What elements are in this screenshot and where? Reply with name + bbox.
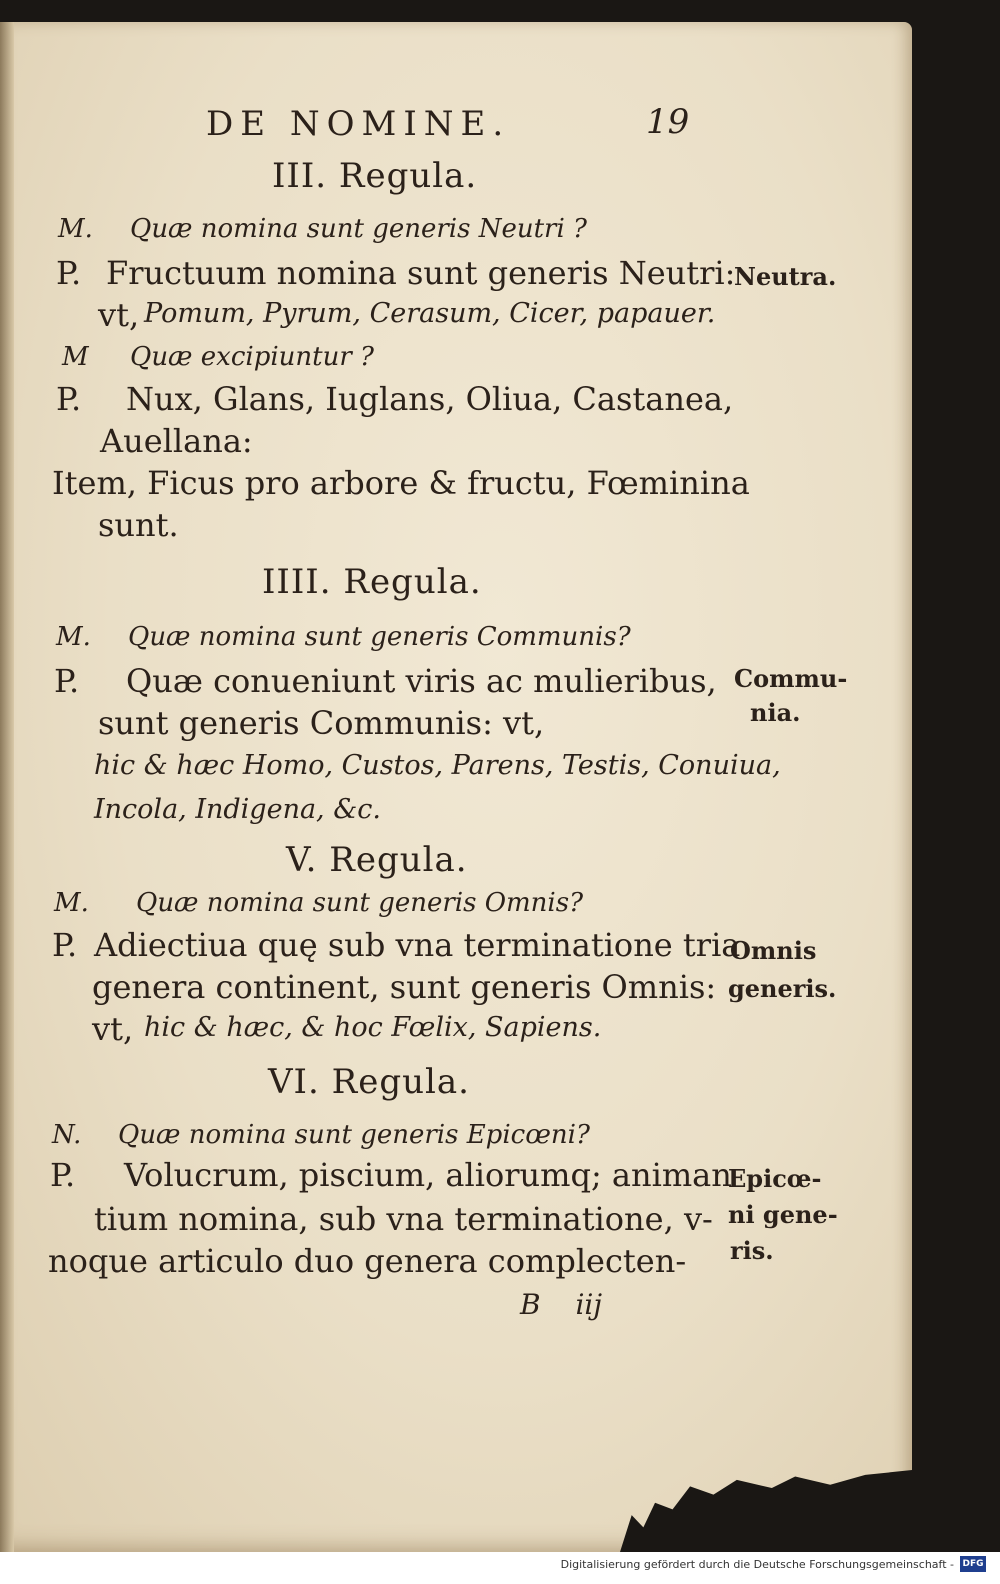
page-number: 19 [646, 102, 690, 142]
rule-4-heading: IIII. Regula. [262, 562, 482, 602]
rule-5-vt: vt, [92, 1010, 134, 1048]
margin-note-communia-2: nia. [750, 698, 801, 727]
rule-3-answer-2-line-4: sunt. [98, 506, 179, 544]
rule-6-answer-line-3: noque articulo duo genera complecten- [48, 1242, 687, 1280]
margin-note-omnis-2: generis. [728, 974, 837, 1003]
book-page [0, 22, 912, 1552]
rule-4-answer-line-1: Quæ conueniunt viris ac mulieribus, [126, 662, 717, 700]
rule-6-answer-line-2: tium nomina, sub vna terminatione, v- [94, 1200, 713, 1238]
rule-6-answer-line-1: Volucrum, piscium, aliorumq; animan [124, 1156, 732, 1194]
dfg-logo-icon: DFG [960, 1556, 986, 1572]
rule-3-question-label: M. [58, 214, 93, 244]
rule-5-examples: hic & hæc, & hoc Fœlix, Sapiens. [144, 1012, 602, 1043]
margin-note-epicoeni-1: Epicœ- [728, 1164, 822, 1193]
rule-3-examples: Pomum, Pyrum, Cerasum, Cicer, papauer. [144, 298, 716, 329]
rule-6-question: Quæ nomina sunt generis Epicœni? [118, 1120, 590, 1150]
rule-5-question: Quæ nomina sunt generis Omnis? [136, 888, 584, 918]
footer-credit: Digitalisierung gefördert durch die Deutsche Forschungsgemeinschaft - [560, 1558, 954, 1571]
margin-note-neutra: Neutra. [734, 262, 837, 291]
margin-note-epicoeni-3: ris. [730, 1236, 774, 1265]
margin-note-epicoeni-2: ni gene- [728, 1200, 838, 1229]
rule-3-answer-label: P. [56, 254, 82, 292]
margin-note-communia-1: Commu- [734, 664, 848, 693]
rule-4-question-label: M. [56, 622, 91, 652]
rule-3-question-2: Quæ excipiuntur ? [130, 342, 374, 372]
rule-3-answer-2-label: P. [56, 380, 82, 418]
rule-4-examples-line-1: hic & hæc Homo, Custos, Parens, Testis, Conuiua, [94, 750, 781, 781]
rule-6-heading: VI. Regula. [268, 1062, 470, 1102]
rule-5-heading: V. Regula. [286, 840, 468, 880]
rule-3-question: Quæ nomina sunt generis Neutri ? [130, 214, 587, 244]
margin-note-omnis-1: Omnis [730, 936, 817, 965]
rule-3-question-2-label: M [62, 342, 89, 372]
rule-3-answer-2-line-2: Auellana: [100, 422, 253, 460]
signature-mark: B iij [520, 1288, 603, 1321]
rule-3-vt: vt, [98, 296, 140, 334]
rule-4-examples-line-2: Incola, Indigena, &c. [94, 794, 381, 825]
rule-5-answer-label: P. [52, 926, 78, 964]
rule-3-answer-line-1: Fructuum nomina sunt generis Neutri: [106, 254, 736, 292]
rule-4-question: Quæ nomina sunt generis Communis? [128, 622, 631, 652]
page-gutter [0, 22, 14, 1552]
rule-6-answer-label: P. [50, 1156, 76, 1194]
running-head-title: DE NOMINE. [206, 104, 511, 144]
rule-5-question-label: M. [54, 888, 89, 918]
rule-6-question-label: N. [52, 1120, 82, 1150]
rule-3-heading: III. Regula. [272, 156, 478, 196]
rule-5-answer-line-2: genera continent, sunt generis Omnis: [92, 968, 717, 1006]
rule-5-answer-line-1: Adiectiua quę sub vna terminatione tria [94, 926, 741, 964]
rule-3-answer-2-line-1: Nux, Glans, Iuglans, Oliua, Castanea, [126, 380, 734, 418]
rule-3-answer-2-line-3: Item, Ficus pro arbore & fructu, Fœminina [52, 464, 750, 502]
rule-4-answer-label: P. [54, 662, 80, 700]
rule-4-answer-line-2: sunt generis Communis: vt, [98, 704, 545, 742]
